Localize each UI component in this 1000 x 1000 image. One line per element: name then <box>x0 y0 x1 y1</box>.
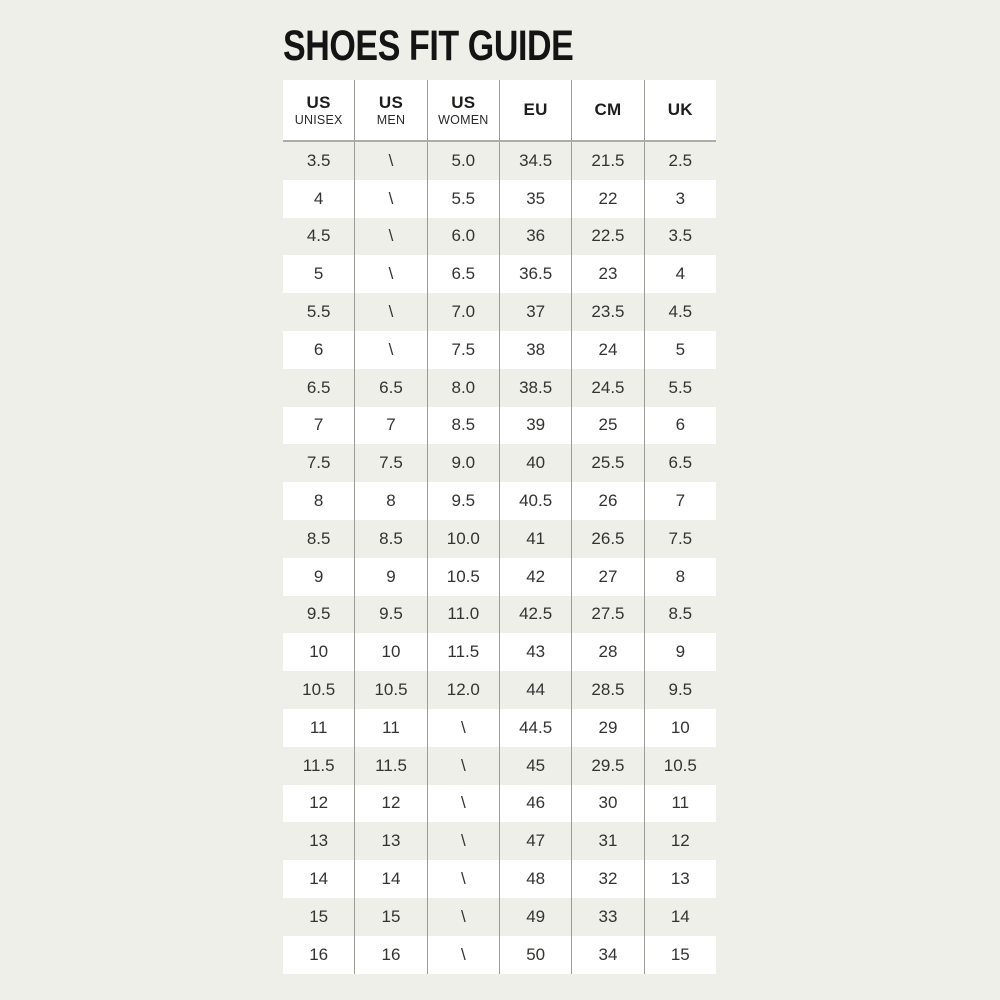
table-cell: 34 <box>572 936 644 974</box>
table-cell: 7.5 <box>668 528 693 548</box>
table-cell: 47 <box>500 822 572 860</box>
table-row <box>283 407 716 445</box>
table-cell: 8.5 <box>283 520 355 558</box>
table-cell: \ <box>428 785 500 823</box>
table-row <box>283 482 716 520</box>
table-cell: 5 <box>283 255 355 293</box>
size-chart-table <box>283 80 716 974</box>
table-cell: 42.5 <box>500 596 572 634</box>
table-cell: 25.5 <box>572 444 644 482</box>
table-cell: 4 <box>283 180 355 218</box>
table-cell: 3 <box>675 188 686 208</box>
table-cell: 6 <box>675 415 686 435</box>
table-cell: 26 <box>572 482 644 520</box>
table-cell: 10.5 <box>663 755 697 775</box>
table-cell: 7 <box>283 407 355 445</box>
table-cell: \ <box>355 331 427 369</box>
table-cell: 14 <box>355 860 427 898</box>
table-cell: 35 <box>500 180 572 218</box>
table-cell: 8 <box>675 566 686 586</box>
table-cell: 48 <box>500 860 572 898</box>
table-cell: 10 <box>670 717 690 737</box>
table-cell: 22.5 <box>572 218 644 256</box>
table-cell: 9.0 <box>428 444 500 482</box>
table-cell: 9 <box>675 642 686 662</box>
table-row <box>283 596 716 634</box>
table-header-row <box>283 80 716 142</box>
table-row <box>283 898 716 936</box>
table-cell: 6.5 <box>283 369 355 407</box>
table-cell: 29.5 <box>572 747 644 785</box>
table-row <box>283 558 716 596</box>
table-cell: 40.5 <box>500 482 572 520</box>
table-cell: \ <box>355 255 427 293</box>
table-row <box>283 520 716 558</box>
table-cell: 10.5 <box>355 671 427 709</box>
table-cell: 10 <box>355 633 427 671</box>
table-cell: 9.5 <box>428 482 500 520</box>
table-cell: 23 <box>572 255 644 293</box>
table-cell: 30 <box>572 785 644 823</box>
table-cell: 8.5 <box>355 520 427 558</box>
table-cell: 8 <box>355 482 427 520</box>
table-cell: 49 <box>500 898 572 936</box>
table-row <box>283 180 716 218</box>
table-cell: 13 <box>283 822 355 860</box>
table-cell: 38 <box>500 331 572 369</box>
table-cell: 34.5 <box>500 142 572 180</box>
table-cell: 7.0 <box>428 293 500 331</box>
table-cell: 9.5 <box>283 596 355 634</box>
table-cell: 21.5 <box>572 142 644 180</box>
table-cell: 11 <box>283 709 355 747</box>
table-cell: \ <box>428 936 500 974</box>
table-cell: 14 <box>283 860 355 898</box>
table-cell: 15 <box>283 898 355 936</box>
table-cell: 33 <box>572 898 644 936</box>
table-cell: 7.5 <box>283 444 355 482</box>
table-cell: 27 <box>572 558 644 596</box>
table-cell: 3.5 <box>283 142 355 180</box>
table-cell: \ <box>428 822 500 860</box>
table-cell: 6.5 <box>668 453 693 473</box>
table-row <box>283 444 716 482</box>
table-cell: 41 <box>500 520 572 558</box>
table-cell: 13 <box>355 822 427 860</box>
table-cell: 16 <box>283 936 355 974</box>
table-cell: 29 <box>572 709 644 747</box>
table-row <box>283 747 716 785</box>
table-cell: 50 <box>500 936 572 974</box>
table-cell: 11.5 <box>355 747 427 785</box>
table-row <box>283 822 716 860</box>
table-row <box>283 331 716 369</box>
column-header-label: US <box>306 92 331 112</box>
table-cell: 13 <box>670 869 690 889</box>
table-row <box>283 142 716 180</box>
table-cell: 12 <box>355 785 427 823</box>
table-cell: 11.5 <box>283 747 355 785</box>
table-cell: 9 <box>283 558 355 596</box>
table-row <box>283 709 716 747</box>
table-cell: 8.5 <box>668 604 693 624</box>
table-cell: 36.5 <box>500 255 572 293</box>
table-cell: 9 <box>355 558 427 596</box>
table-row <box>283 255 716 293</box>
table-cell: 5.0 <box>428 142 500 180</box>
table-cell: 15 <box>670 944 690 964</box>
table-cell: 31 <box>572 822 644 860</box>
table-cell: 4 <box>675 264 686 284</box>
table-row <box>283 633 716 671</box>
column-header-label: US <box>451 92 476 112</box>
table-cell: 28.5 <box>572 671 644 709</box>
column-header-sublabel: UNISEX <box>294 112 343 127</box>
column-header-us-men <box>355 80 427 140</box>
column-header-us-women <box>428 80 500 140</box>
table-cell: 5.5 <box>283 293 355 331</box>
table-cell: 4.5 <box>668 302 693 322</box>
table-cell: \ <box>355 142 427 180</box>
table-cell: 8.0 <box>428 369 500 407</box>
column-header-sublabel: MEN <box>376 112 406 127</box>
table-cell: 2.5 <box>668 150 693 170</box>
table-cell: 24.5 <box>572 369 644 407</box>
table-cell: \ <box>355 218 427 256</box>
table-cell: 7.5 <box>355 444 427 482</box>
table-cell: 27.5 <box>572 596 644 634</box>
table-cell: 3.5 <box>668 226 693 246</box>
page-title: SHOES FIT GUIDE <box>283 22 574 70</box>
column-header-label: UK <box>667 100 693 120</box>
table-row <box>283 860 716 898</box>
table-cell: 7 <box>675 491 686 511</box>
table-cell: 11.0 <box>428 596 500 634</box>
table-cell: 6 <box>283 331 355 369</box>
column-header-sublabel: WOMEN <box>438 112 489 127</box>
table-cell: \ <box>355 180 427 218</box>
table-cell: 43 <box>500 633 572 671</box>
column-header-cm <box>572 80 644 140</box>
table-body <box>283 142 716 974</box>
table-cell: 12 <box>283 785 355 823</box>
table-cell: 10.5 <box>428 558 500 596</box>
table-cell: 11.5 <box>428 633 500 671</box>
table-row <box>283 369 716 407</box>
column-header-uk <box>645 80 716 140</box>
table-cell: 10.0 <box>428 520 500 558</box>
table-cell: 5 <box>675 339 686 359</box>
table-row <box>283 936 716 974</box>
table-cell: 44.5 <box>500 709 572 747</box>
table-cell: 42 <box>500 558 572 596</box>
table-cell: 16 <box>355 936 427 974</box>
table-cell: 24 <box>572 331 644 369</box>
column-header-us-unisex <box>283 80 355 140</box>
table-cell: 7 <box>355 407 427 445</box>
table-cell: \ <box>428 898 500 936</box>
table-cell: 32 <box>572 860 644 898</box>
table-cell: 45 <box>500 747 572 785</box>
table-cell: 40 <box>500 444 572 482</box>
table-cell: \ <box>428 747 500 785</box>
table-row <box>283 671 716 709</box>
column-header-label: US <box>378 92 404 112</box>
table-cell: 11 <box>355 709 427 747</box>
table-cell: 9.5 <box>668 680 693 700</box>
table-cell: 28 <box>572 633 644 671</box>
table-cell: 37 <box>500 293 572 331</box>
table-cell: 6.5 <box>428 255 500 293</box>
table-row <box>283 785 716 823</box>
table-cell: 10.5 <box>283 671 355 709</box>
table-row <box>283 218 716 256</box>
table-cell: 38.5 <box>500 369 572 407</box>
table-cell: 26.5 <box>572 520 644 558</box>
table-cell: 9.5 <box>355 596 427 634</box>
table-cell: 22 <box>572 180 644 218</box>
table-cell: \ <box>428 860 500 898</box>
table-row <box>283 293 716 331</box>
table-cell: 39 <box>500 407 572 445</box>
table-cell: \ <box>355 293 427 331</box>
table-cell: 44 <box>500 671 572 709</box>
table-cell: 12.0 <box>428 671 500 709</box>
table-cell: 46 <box>500 785 572 823</box>
table-cell: 15 <box>355 898 427 936</box>
column-header-label: CM <box>594 100 622 120</box>
column-header-label: EU <box>523 100 548 120</box>
table-cell: 8.5 <box>428 407 500 445</box>
table-cell: \ <box>428 709 500 747</box>
table-cell: 6.0 <box>428 218 500 256</box>
table-cell: 25 <box>572 407 644 445</box>
table-cell: 12 <box>670 831 690 851</box>
column-header-eu <box>500 80 572 140</box>
table-cell: 4.5 <box>283 218 355 256</box>
table-cell: 23.5 <box>572 293 644 331</box>
table-cell: 8 <box>283 482 355 520</box>
table-cell: 6.5 <box>355 369 427 407</box>
table-cell: 11 <box>671 793 690 813</box>
table-cell: 5.5 <box>428 180 500 218</box>
table-cell: 5.5 <box>668 377 693 397</box>
table-cell: 36 <box>500 218 572 256</box>
table-cell: 10 <box>283 633 355 671</box>
table-cell: 14 <box>670 906 690 926</box>
table-cell: 7.5 <box>428 331 500 369</box>
